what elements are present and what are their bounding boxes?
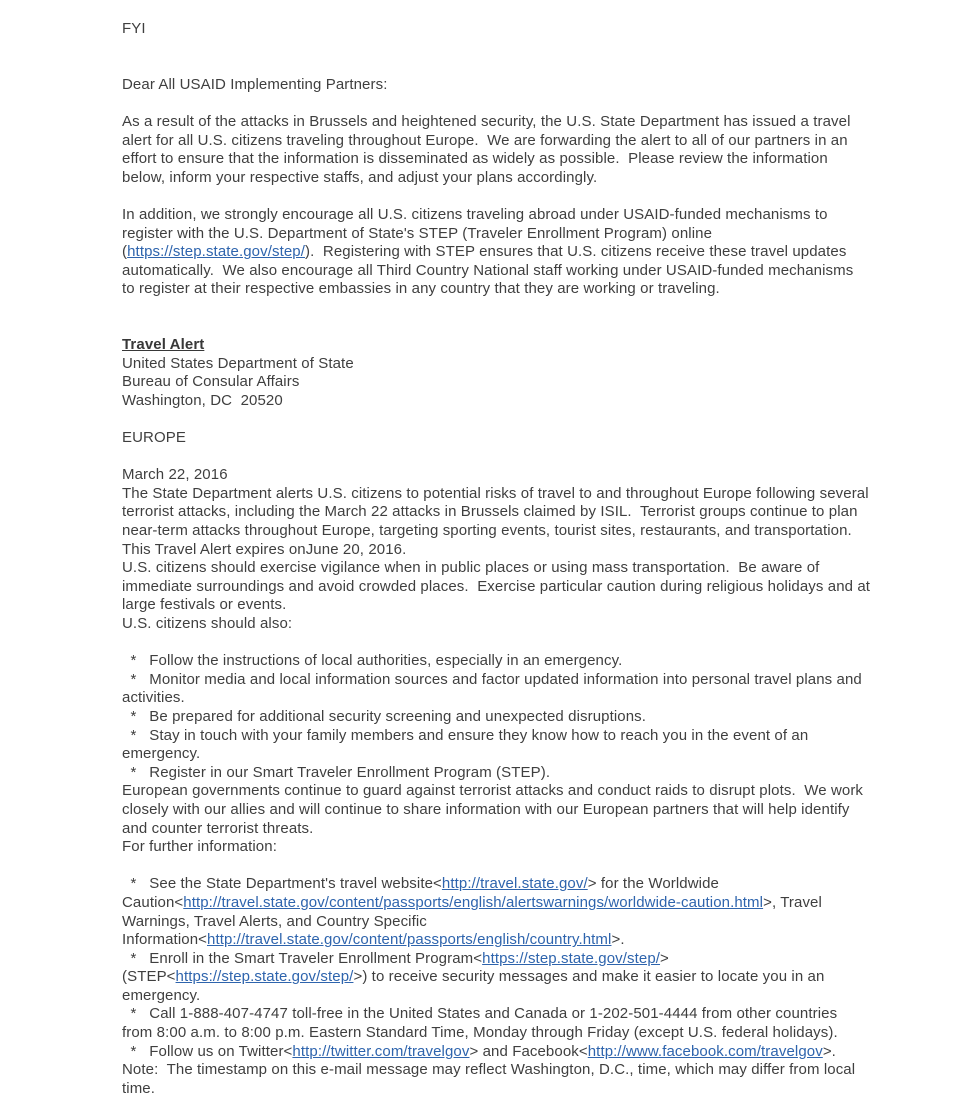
text-line — [122, 1024, 922, 1043]
text-segment: In addition, we strongly encourage all U.S. citizens traveling abroad under USAID-funded mechanisms to — [122, 205, 828, 223]
text-line — [122, 820, 922, 839]
hyperlink[interactable]: http://travel.state.gov/content/passports/english/alertswarnings/worldwide-caution.html — [183, 893, 764, 911]
text-line — [122, 689, 922, 708]
text-line — [122, 950, 922, 969]
text-segment: ( — [122, 243, 128, 261]
text-segment: March 22, 2016 — [122, 466, 228, 484]
text-line — [122, 931, 922, 950]
text-line — [122, 894, 922, 913]
text-line — [122, 708, 922, 727]
text-line — [122, 243, 922, 262]
hyperlink[interactable]: https://step.state.gov/step/ — [175, 968, 354, 986]
text-segment: The State Department alerts U.S. citizens to potential risks of travel to and throughout Europe following several — [122, 484, 869, 502]
blank-line — [122, 94, 922, 113]
text-segment: activities. — [122, 689, 185, 707]
text-segment: Information< — [122, 931, 207, 949]
text-segment: Warnings, Travel Alerts, and Country Specific — [122, 912, 427, 930]
hyperlink[interactable]: https://step.state.gov/step/ — [127, 243, 306, 261]
text-segment: >. — [611, 931, 625, 949]
text-line — [122, 596, 922, 615]
text-segment: below, inform your respective staffs, and adjust your plans accordingly. — [122, 168, 598, 186]
text-segment: * See the State Department's travel website< — [122, 875, 442, 893]
text-line — [122, 429, 922, 448]
text-line — [122, 225, 922, 244]
text-segment: ). Registering with STEP ensures that U.S. citizens receive these travel updates — [305, 243, 847, 261]
text-segment: FYI — [122, 20, 146, 37]
text-line — [122, 652, 922, 671]
text-segment: >, Travel — [763, 893, 822, 911]
blank-line — [122, 39, 922, 58]
blank-line — [122, 299, 922, 318]
text-segment: emergency. — [122, 986, 201, 1004]
text-line — [122, 336, 922, 355]
text-segment: and counter terrorist threats. — [122, 819, 314, 837]
text-line — [122, 280, 922, 299]
text-segment: >) to receive security messages and make it easier to locate you in an — [353, 968, 825, 986]
hyperlink[interactable]: http://travel.state.gov/content/passports/english/country.html — [207, 931, 612, 949]
blank-line — [122, 634, 922, 653]
text-segment: emergency. — [122, 745, 201, 763]
text-segment: effort to ensure that the information is disseminated as widely as possible. Please review the information — [122, 150, 828, 168]
blank-line — [122, 318, 922, 337]
text-line — [122, 503, 922, 522]
hyperlink[interactable]: http://www.facebook.com/travelgov — [587, 1042, 823, 1060]
text-line — [122, 20, 922, 39]
text-segment: As a result of the attacks in Brussels and heightened security, the U.S. State Department has issued a travel — [122, 112, 851, 130]
text-segment: Caution< — [122, 893, 184, 911]
blank-line — [122, 857, 922, 876]
text-segment: * Enroll in the Smart Traveler Enrollment Program< — [122, 949, 483, 967]
text-line — [122, 262, 922, 281]
section-heading: Travel Alert — [122, 336, 205, 354]
text-segment: large festivals or events. — [122, 596, 287, 614]
text-segment: * Monitor media and local information sources and factor updated information into personal travel plans and — [122, 670, 862, 688]
text-line — [122, 150, 922, 169]
text-segment: * Call 1-888-407-4747 toll-free in the United States and Canada or 1-202-501-4444 from other countries — [122, 1005, 838, 1023]
text-line — [122, 541, 922, 560]
text-segment: For further information: — [122, 838, 277, 856]
text-line — [122, 968, 922, 987]
text-segment: This Travel Alert expires onJune 20, 2016. — [122, 540, 407, 558]
text-segment: near-term attacks throughout Europe, targeting sporting events, tourist sites, restaurants, and transportation. — [122, 522, 852, 540]
document-body — [122, 20, 922, 1098]
blank-line — [122, 410, 922, 429]
text-segment: U.S. citizens should exercise vigilance when in public places or using mass transportation. Be aware of — [122, 559, 820, 577]
text-segment: * Stay in touch with your family members and ensure they know how to reach you in the event of an — [122, 726, 809, 744]
text-segment: to register at their respective embassies in any country that they are working or traveling. — [122, 280, 720, 298]
text-segment: > for the Worldwide — [587, 875, 720, 893]
text-segment: alert for all U.S. citizens traveling throughout Europe. We are forwarding the alert to all of our partners in an — [122, 131, 848, 149]
text-segment: Dear All USAID Implementing Partners: — [122, 75, 388, 93]
text-line — [122, 206, 922, 225]
text-segment: >. — [822, 1042, 836, 1060]
text-line — [122, 782, 922, 801]
text-line — [122, 466, 922, 485]
text-segment: (STEP< — [122, 968, 176, 986]
blank-line — [122, 187, 922, 206]
text-line — [122, 113, 922, 132]
blank-line — [122, 448, 922, 467]
text-segment: * Register in our Smart Traveler Enrollment Program (STEP). — [122, 763, 551, 781]
blank-line — [122, 57, 922, 76]
text-segment: Note: The timestamp on this e-mail message may reflect Washington, D.C., time, which may differ from local — [122, 1061, 856, 1079]
text-line — [122, 764, 922, 783]
text-line — [122, 169, 922, 188]
text-segment: EUROPE — [122, 429, 186, 447]
text-segment: Bureau of Consular Affairs — [122, 373, 300, 391]
text-line — [122, 745, 922, 764]
text-segment: * Follow the instructions of local authorities, especially in an emergency. — [122, 652, 623, 670]
text-line — [122, 373, 922, 392]
text-line — [122, 987, 922, 1006]
text-line — [122, 875, 922, 894]
text-segment: register with the U.S. Department of State's STEP (Traveler Enrollment Program) online — [122, 224, 713, 242]
text-segment: * Be prepared for additional security screening and unexpected disruptions. — [122, 707, 647, 725]
text-line — [122, 671, 922, 690]
hyperlink[interactable]: http://travel.state.gov/ — [441, 875, 588, 893]
text-line — [122, 559, 922, 578]
text-line — [122, 132, 922, 151]
text-segment: immediate surroundings and avoid crowded places. Exercise particular caution during religious holidays and at — [122, 577, 871, 595]
text-segment: terrorist attacks, including the March 22 attacks in Brussels claimed by ISIL. Terrorist groups continue to plan — [122, 503, 858, 521]
text-segment: automatically. We also encourage all Third Country National staff working under USAID-funded mechanisms — [122, 261, 854, 279]
text-line — [122, 485, 922, 504]
text-line — [122, 1061, 922, 1080]
text-segment: from 8:00 a.m. to 8:00 p.m. Eastern Standard Time, Monday through Friday (except U.S. federal holidays). — [122, 1024, 838, 1042]
text-line — [122, 392, 922, 411]
text-segment: closely with our allies and will continue to share information with our European partners that will help identify — [122, 800, 850, 818]
text-segment: United States Department of State — [122, 354, 354, 372]
text-line — [122, 838, 922, 857]
text-line — [122, 76, 922, 95]
text-line — [122, 355, 922, 374]
text-segment: U.S. citizens should also: — [122, 615, 293, 632]
text-line — [122, 727, 922, 746]
text-segment: Washington, DC 20520 — [122, 391, 283, 409]
text-segment: > and Facebook< — [469, 1042, 588, 1060]
text-segment: > — [660, 949, 669, 967]
text-line — [122, 913, 922, 932]
hyperlink[interactable]: https://step.state.gov/step/ — [482, 949, 661, 967]
text-segment: time. — [122, 1079, 156, 1097]
text-line — [122, 578, 922, 597]
text-segment: * Follow us on Twitter< — [122, 1042, 293, 1060]
text-line — [122, 801, 922, 820]
text-line — [122, 522, 922, 541]
text-line — [122, 1043, 922, 1062]
text-segment: European governments continue to guard against terrorist attacks and conduct raids to disrupt plots. We work — [122, 782, 864, 800]
text-line — [122, 1005, 922, 1024]
hyperlink[interactable]: http://twitter.com/travelgov — [292, 1042, 470, 1060]
text-line — [122, 1080, 922, 1099]
text-line — [122, 615, 922, 634]
